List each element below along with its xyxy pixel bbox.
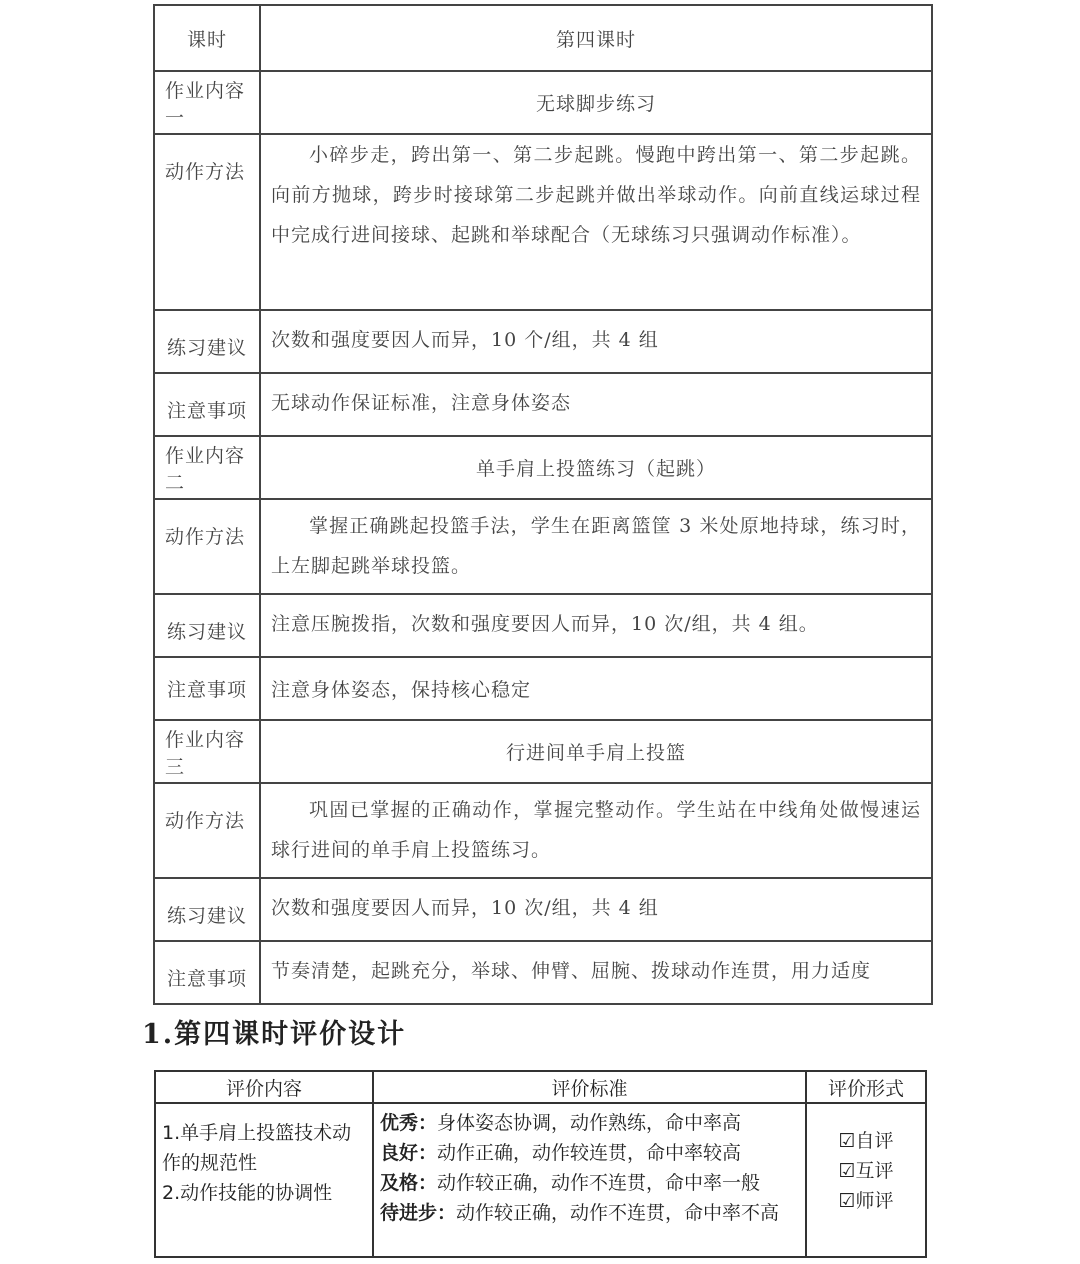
task-notice-label: 注意事项 [154,657,260,720]
criteria-level: 优秀： [380,1112,438,1134]
criteria-text: 动作正确，动作较连贯，命中率较高 [437,1142,742,1164]
form-peer: ☑互评 [838,1160,894,1182]
criteria-level: 及格： [380,1172,438,1194]
task-advice: 次数和强度要因人而异，10 次/组，共 4 组 [260,878,932,941]
evaluation-criteria [373,1103,806,1257]
task-advice: 注意压腕拨指，次数和强度要因人而异，10 次/组，共 4 组。 [260,594,932,657]
task-title: 单手肩上投篮练习（起跳） [260,436,932,499]
task-notice-row [154,941,932,1004]
form-self: ☑自评 [838,1130,894,1152]
lesson-value: 第四课时 [260,5,932,71]
criteria-level: 良好： [380,1142,438,1164]
task-method-row [154,783,932,878]
form-teacher: ☑师评 [838,1190,894,1212]
task-notice: 无球动作保证标准，注意身体姿态 [260,373,932,436]
evaluation-row [155,1103,926,1257]
evaluation-header-row [155,1071,926,1103]
task-notice: 注意身体姿态，保持核心稳定 [260,657,932,720]
content-item: 1.单手肩上投篮技术动作的规范性 [162,1122,352,1174]
criteria-item [380,1138,799,1168]
criteria-item [380,1108,799,1138]
task-advice-label: 练习建议 [154,310,260,373]
task-title-label: 作业内容一 [154,71,260,134]
task-advice-row [154,878,932,941]
task-advice-row [154,594,932,657]
evaluation-heading: 1.第四课时评价设计 [142,1019,407,1050]
task-title-label: 作业内容二 [154,436,260,499]
task-notice: 节奏清楚，起跳充分，举球、伸臂、屈腕、拨球动作连贯，用力适度 [260,941,932,1004]
task-method: 掌握正确跳起投篮手法，学生在距离篮筐 3 米处原地持球，练习时，上左脚起跳举球投篮。 [271,515,921,577]
criteria-text: 动作较正确，动作不连贯，命中率不高 [456,1202,780,1224]
task-notice-row [154,373,932,436]
task-method-row [154,499,932,594]
task-method: 巩固已掌握的正确动作，掌握完整动作。学生站在中线角处做慢速运球行进间的单手肩上投篮练习。 [271,799,921,861]
task-title-row [154,71,932,134]
task-method: 小碎步走，跨出第一、第二步起跳。慢跑中跨出第一、第二步起跳。向前方抛球，跨步时接球第二步起跳并做出举球动作。向前直线运球过程中完成行进间接球、起跳和举球配合（无球练习只强调动作标准）。 [271,144,921,246]
criteria-text: 身体姿态协调，动作熟练，命中率高 [437,1112,742,1134]
task-advice: 次数和强度要因人而异，10 个/组，共 4 组 [260,310,932,373]
task-title: 无球脚步练习 [260,71,932,134]
header-form: 评价形式 [806,1071,926,1103]
evaluation-forms [806,1103,926,1257]
task-method-row [154,134,932,310]
task-title-row [154,436,932,499]
task-advice-row [154,310,932,373]
task-advice-label: 练习建议 [154,594,260,657]
evaluation-table [154,1070,927,1258]
task-method-label: 动作方法 [154,499,260,594]
task-notice-label: 注意事项 [154,941,260,1004]
content-item: 2.动作技能的协调性 [162,1182,333,1204]
task-method-label: 动作方法 [154,134,260,310]
criteria-item [380,1198,799,1228]
task-title-row [154,720,932,783]
task-title-label: 作业内容三 [154,720,260,783]
task-method-label: 动作方法 [154,783,260,878]
task-notice-label: 注意事项 [154,373,260,436]
task-notice-row [154,657,932,720]
criteria-level: 待进步： [380,1202,457,1224]
homework-table [153,4,933,1005]
task-advice-label: 练习建议 [154,878,260,941]
criteria-text: 动作较正确，动作不连贯，命中率一般 [437,1172,761,1194]
lesson-row [154,5,932,71]
header-content: 评价内容 [155,1071,373,1103]
lesson-label: 课时 [154,5,260,71]
evaluation-content [155,1103,373,1257]
criteria-item [380,1168,799,1198]
task-title: 行进间单手肩上投篮 [260,720,932,783]
header-criteria: 评价标准 [373,1071,806,1103]
